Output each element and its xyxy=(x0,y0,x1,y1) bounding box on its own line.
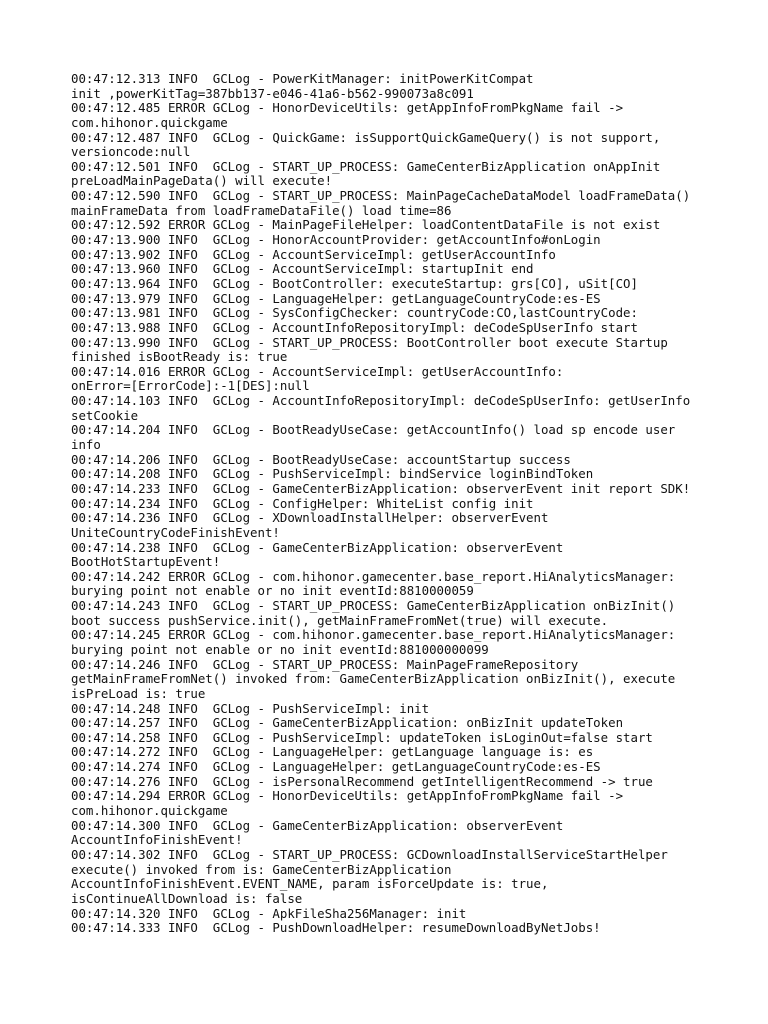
log-line: 00:47:14.294 ERROR GCLog - HonorDeviceUtils: getAppInfoFromPkgName fail -> xyxy=(71,788,624,804)
log-line: 00:47:12.501 INFO GCLog - START_UP_PROCESS: GameCenterBizApplication onAppInit xyxy=(71,158,661,174)
log-line: 00:47:12.592 ERROR GCLog - MainPageFileHelper: loadContentDataFile is not exist xyxy=(71,217,661,233)
log-line: burying point not enable or no init eventId:8810000059 xyxy=(71,583,474,599)
log-line: burying point not enable or no init eventId:881000000099 xyxy=(71,641,489,657)
log-line: info xyxy=(71,437,101,453)
log-line: 00:47:14.246 INFO GCLog - START_UP_PROCESS: MainPageFrameRepository xyxy=(71,656,579,672)
log-line: preLoadMainPageData() will execute! xyxy=(71,173,333,189)
log-line: 00:47:13.988 INFO GCLog - AccountInfoRepositoryImpl: deCodeSpUserInfo start xyxy=(71,319,638,335)
log-line: 00:47:12.487 INFO GCLog - QuickGame: isSupportQuickGameQuery() is not support, xyxy=(71,129,661,145)
log-line: 00:47:14.243 INFO GCLog - START_UP_PROCESS: GameCenterBizApplication onBizInit() xyxy=(71,598,676,614)
log-line: 00:47:14.236 INFO GCLog - XDownloadInstallHelper: observerEvent xyxy=(71,510,549,526)
log-line: getMainFrameFromNet() invoked from: GameCenterBizApplication onBizInit(), execute xyxy=(71,671,676,687)
log-line: boot success pushService.init(), getMainFrameFromNet(true) will execute. xyxy=(71,612,609,628)
log-line: 00:47:14.248 INFO GCLog - PushServiceImpl: init xyxy=(71,700,430,716)
log-line: UniteCountryCodeFinishEvent! xyxy=(71,524,280,540)
log-line: com.hihonor.quickgame xyxy=(71,114,228,130)
log-line: mainFrameData from loadFrameDataFile() load time=86 xyxy=(71,202,452,218)
log-line: AccountInfoFinishEvent.EVENT_NAME, param isForceUpdate is: true, xyxy=(71,876,549,892)
log-line: 00:47:14.272 INFO GCLog - LanguageHelper: getLanguage language is: es xyxy=(71,744,594,760)
log-line: 00:47:14.276 INFO GCLog - isPersonalRecommend getIntelligentRecommend -> true xyxy=(71,773,653,789)
log-line: 00:47:14.300 INFO GCLog - GameCenterBizApplication: observerEvent xyxy=(71,817,564,833)
log-line: 00:47:12.590 INFO GCLog - START_UP_PROCESS: MainPageCacheDataModel loadFrameData() xyxy=(71,188,691,204)
log-line: 00:47:14.238 INFO GCLog - GameCenterBizApplication: observerEvent xyxy=(71,539,564,555)
log-line: 00:47:14.103 INFO GCLog - AccountInfoRepositoryImpl: deCodeSpUserInfo: getUserInfo xyxy=(71,393,691,409)
log-line: execute() invoked from is: GameCenterBizApplication xyxy=(71,861,452,877)
log-line: BootHotStartupEvent! xyxy=(71,554,221,570)
log-text-block xyxy=(71,72,711,936)
log-line: 00:47:14.274 INFO GCLog - LanguageHelper: getLanguageCountryCode:es-ES xyxy=(71,759,601,775)
log-line: 00:47:14.245 ERROR GCLog - com.hihonor.gamecenter.base_report.HiAnalyticsManager: xyxy=(71,627,676,643)
log-line: finished isBootReady is: true xyxy=(71,349,288,365)
log-line: isPreLoad is: true xyxy=(71,685,206,701)
log-line: 00:47:13.964 INFO GCLog - BootController: executeStartup: grs[CO], uSit[CO] xyxy=(71,275,638,291)
log-line: 00:47:14.242 ERROR GCLog - com.hihonor.gamecenter.base_report.HiAnalyticsManager: xyxy=(71,568,676,584)
log-line: 00:47:12.485 ERROR GCLog - HonorDeviceUtils: getAppInfoFromPkgName fail -> xyxy=(71,100,624,116)
log-line: 00:47:13.900 INFO GCLog - HonorAccountProvider: getAccountInfo#onLogin xyxy=(71,232,601,248)
log-line: isContinueAllDownload is: false xyxy=(71,890,303,906)
log-line: 00:47:14.208 INFO GCLog - PushServiceImpl: bindService loginBindToken xyxy=(71,466,594,482)
log-line: 00:47:14.258 INFO GCLog - PushServiceImpl: updateToken isLoginOut=false start xyxy=(71,729,653,745)
log-line: 00:47:13.902 INFO GCLog - AccountServiceImpl: getUserAccountInfo xyxy=(71,246,556,262)
log-line: 00:47:14.016 ERROR GCLog - AccountServiceImpl: getUserAccountInfo: xyxy=(71,363,564,379)
log-line: 00:47:12.313 INFO GCLog - PowerKitManager: initPowerKitCompat xyxy=(71,71,534,86)
log-line: 00:47:13.960 INFO GCLog - AccountServiceImpl: startupInit end xyxy=(71,261,534,277)
log-line: 00:47:13.981 INFO GCLog - SysConfigChecker: countryCode:CO,lastCountryCode: xyxy=(71,305,638,321)
log-line: 00:47:13.979 INFO GCLog - LanguageHelper: getLanguageCountryCode:es-ES xyxy=(71,290,601,306)
log-line: 00:47:14.234 INFO GCLog - ConfigHelper: WhiteList config init xyxy=(71,495,534,511)
log-line: 00:47:14.204 INFO GCLog - BootReadyUseCase: getAccountInfo() load sp encode user xyxy=(71,422,676,438)
document-page xyxy=(71,72,711,936)
log-line: 00:47:14.333 INFO GCLog - PushDownloadHelper: resumeDownloadByNetJobs! xyxy=(71,920,601,936)
log-line: versioncode:null xyxy=(71,144,191,160)
log-line: setCookie xyxy=(71,407,139,423)
log-line: init ,powerKitTag=387bb137-e046-41a6-b562-990073a8c091 xyxy=(71,85,474,101)
log-line: 00:47:13.990 INFO GCLog - START_UP_PROCESS: BootController boot execute Startup xyxy=(71,334,668,350)
log-line: 00:47:14.320 INFO GCLog - ApkFileSha256Manager: init xyxy=(71,905,467,921)
log-line: 00:47:14.233 INFO GCLog - GameCenterBizApplication: observerEvent init report SDK! xyxy=(71,480,691,496)
log-line: 00:47:14.257 INFO GCLog - GameCenterBizApplication: onBizInit updateToken xyxy=(71,715,624,731)
log-line: AccountInfoFinishEvent! xyxy=(71,832,243,848)
log-line: onError=[ErrorCode]:-1[DES]:null xyxy=(71,378,310,394)
log-line: com.hihonor.quickgame xyxy=(71,803,228,819)
log-line: 00:47:14.302 INFO GCLog - START_UP_PROCESS: GCDownloadInstallServiceStartHelper xyxy=(71,846,668,862)
log-line: 00:47:14.206 INFO GCLog - BootReadyUseCase: accountStartup success xyxy=(71,451,571,467)
